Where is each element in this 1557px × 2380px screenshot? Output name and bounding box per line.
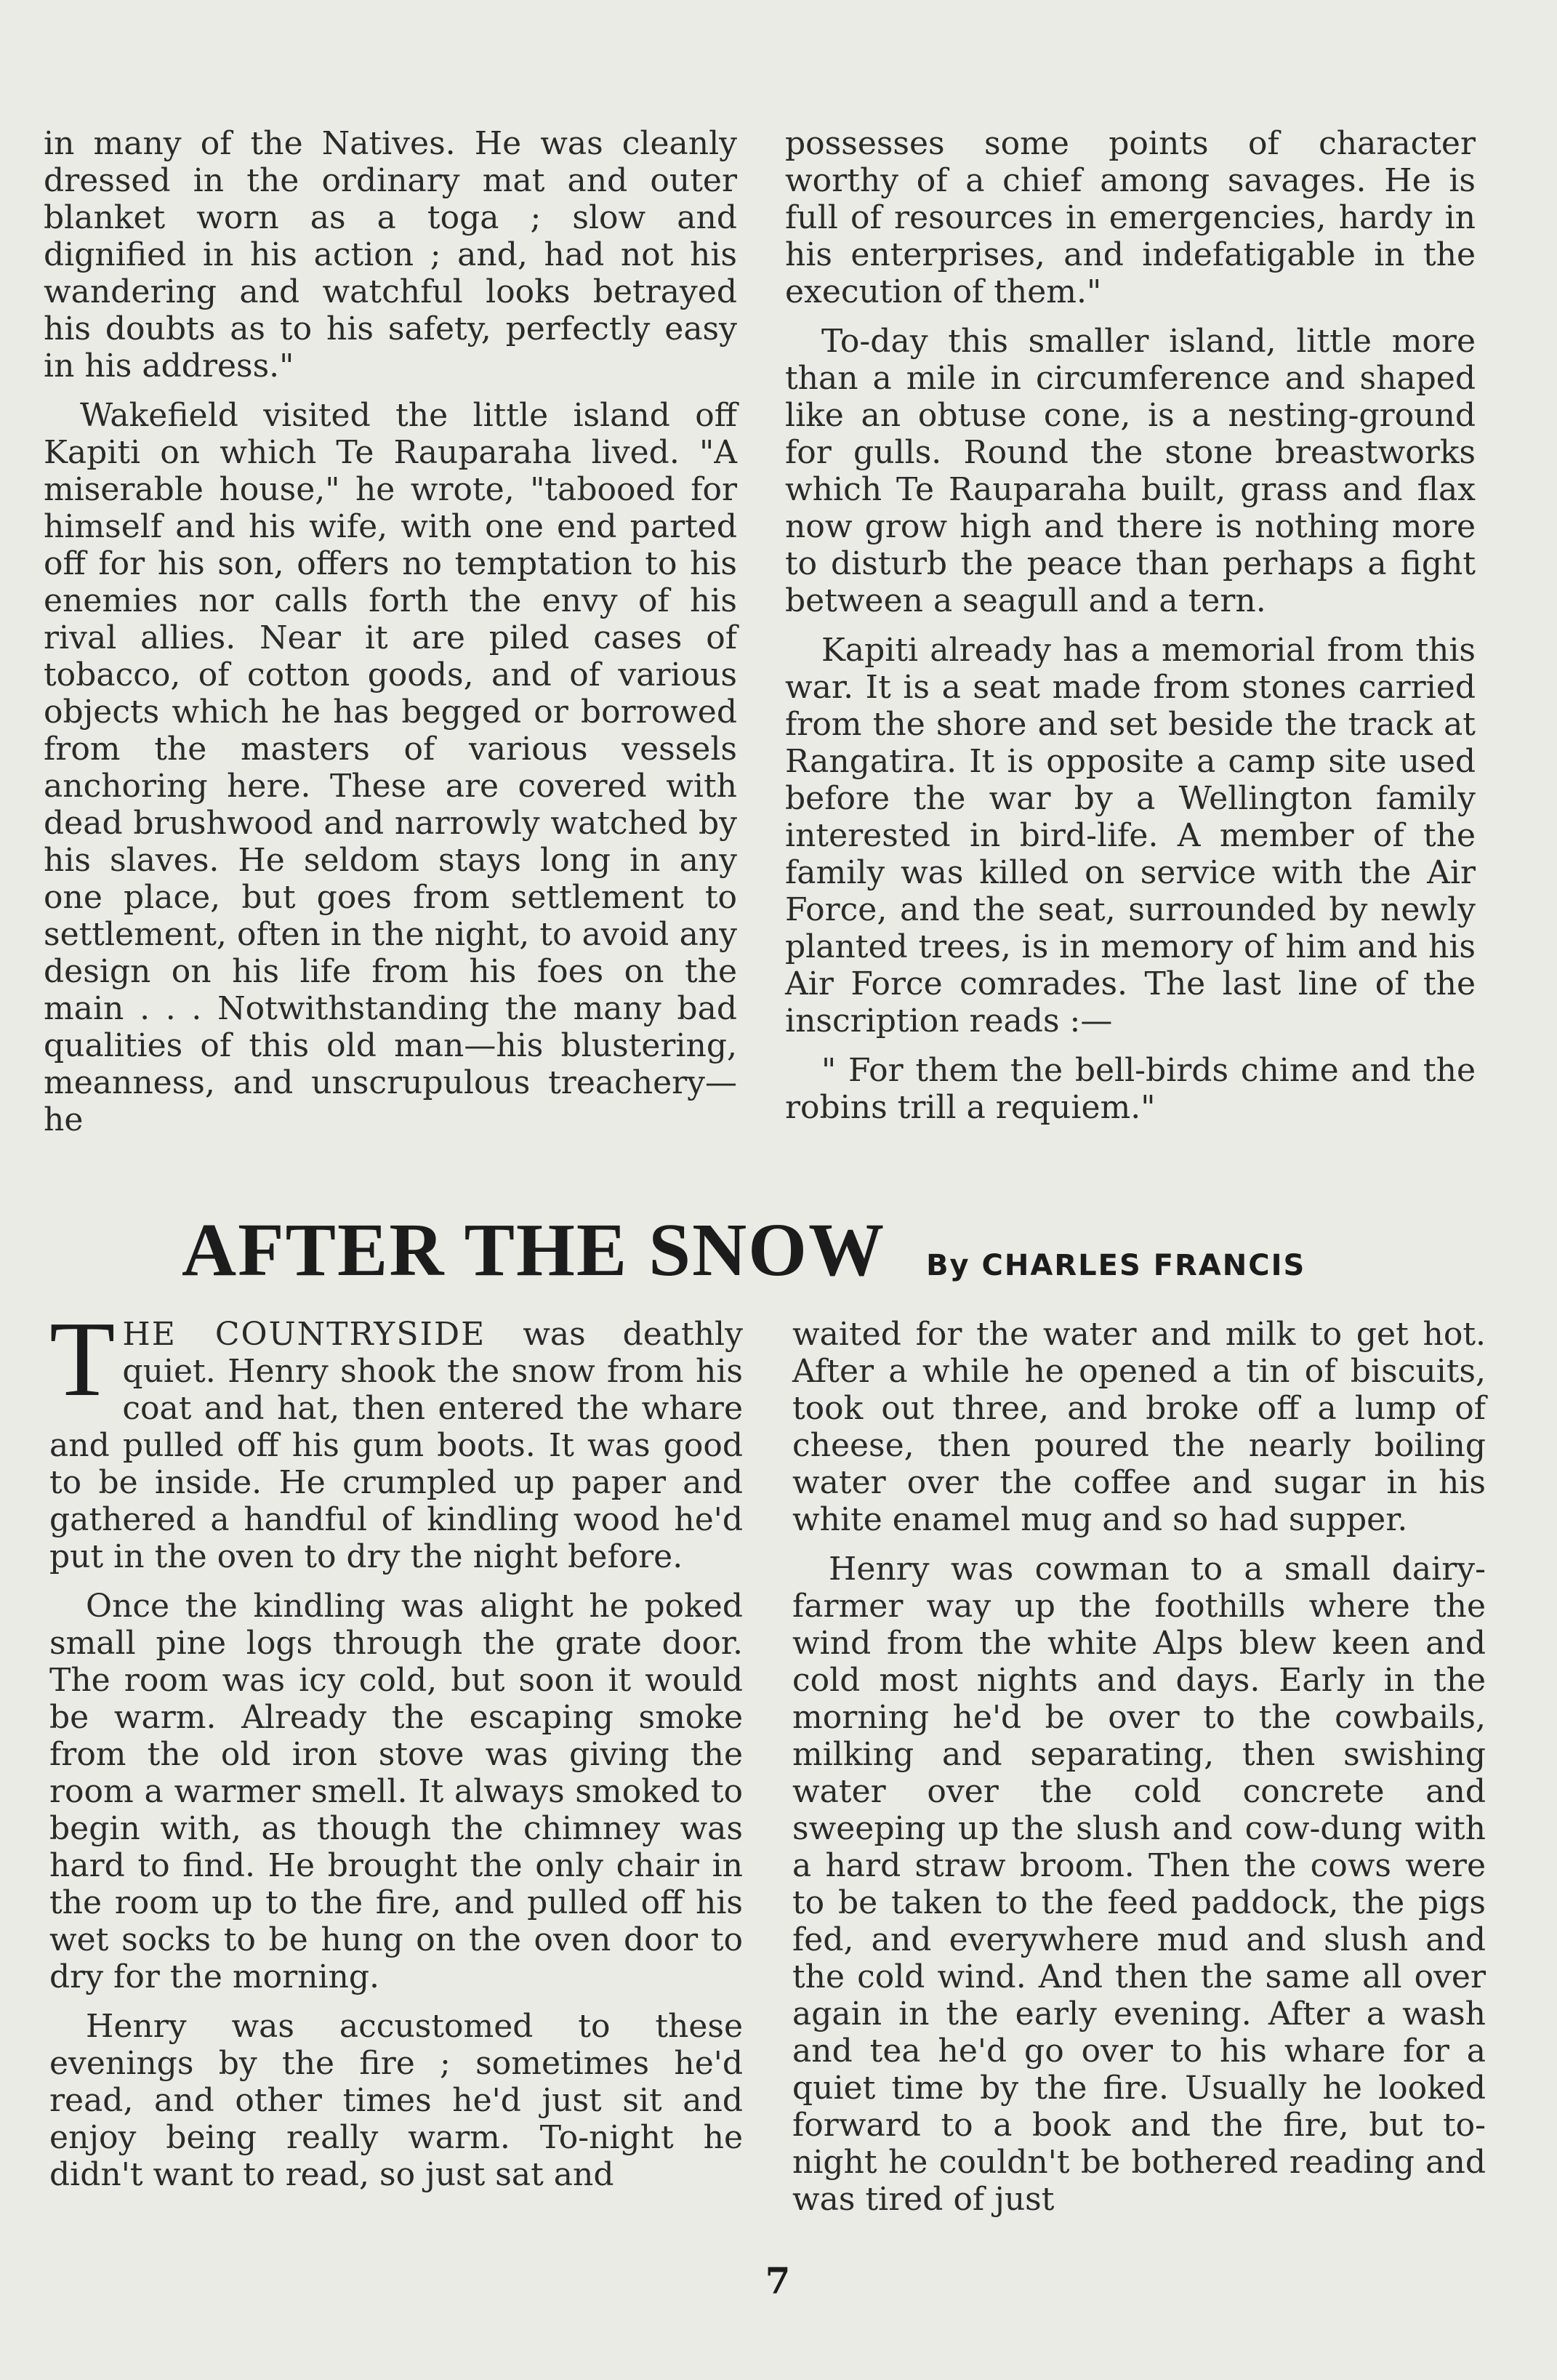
paragraph: Kapiti already has a memorial from this war. It is a seat made from stones carried from the shore and set beside the track at Rangatira. It is opposite a camp site used before the war by a Wellington family interested in bird-life. A member of the family was killed on service with the Air Force, and the seat, surrounded by newly planted trees, is in memory of him and his Air Force comrades. The last line of the inscription reads :— [785, 632, 1476, 1040]
story-title: AFTER THE SNOW [182, 1208, 886, 1292]
paragraph: Henry was accustomed to these evenings by the fire ; sometimes he'd read, and other times he'd just sit and enjoy being really warm. To-night he didn't want to read, so just sat and [49, 2008, 743, 2193]
paragraph: To-day this smaller island, little more than a mile in circumference and shaped like an obtuse cone, is a nesting-ground for gulls. Round the stone breastworks which Te Rauparaha built, grass and flax now grow high and there is nothing more to disturb the peace than perhaps a fight between a seagull and a tern. [785, 323, 1476, 619]
story-byline: By CHARLES FRANCIS [926, 1249, 1306, 1282]
top-article-left-column [44, 125, 737, 1151]
top-article-right-column [785, 125, 1476, 1138]
story-left-column [49, 1300, 743, 2206]
story-headline [182, 1207, 1417, 1301]
paragraph: possesses some points of character worthy of a chief among savages. He is full of resources in emergencies, hardy in his enterprises, and indefatigable in the execution of them." [785, 125, 1476, 310]
inscription-quote: " For them the bell-birds chime and the robins trill a requiem." [785, 1052, 1476, 1126]
story-right-column [792, 1316, 1486, 2230]
opening-smallcaps: HE COUNTRYSIDE [122, 1316, 486, 1353]
paragraph: waited for the water and milk to get hot. After a while he opened a tin of biscuits, took out three, and broke off a lump of cheese, then poured the nearly boiling water over the coffee and sugar in his white enamel mug and so had supper. [792, 1316, 1486, 1538]
paragraph: in many of the Natives. He was cleanly dressed in the ordinary mat and outer blanket worn as a toga ; slow and dignified in his action ; and, had not his wandering and watchful looks betrayed his doubts as to his safety, perfectly easy in his address." [44, 125, 737, 385]
opening-paragraph [49, 1300, 743, 1575]
opening-text: was deathly quiet. Henry shook the snow from his coat and hat, then entered the whare and pulled off his gum boots. It was good to be inside. He crumpled up paper and gathered a handful of kindling wood he'd put in the oven to dry the night before. [49, 1316, 743, 1575]
paragraph: Wakefield visited the little island off Kapiti on which Te Rauparaha lived. "A miserable house," he wrote, "tabooed for himself and his wife, with one end parted off for his son, offers no temptation to his enemies nor calls forth the envy of his rival allies. Near it are piled cases of tobacco, of cotton goods, and of various objects which he has begged or borrowed from the masters of various vessels anchoring here. These are covered with dead brushwood and narrowly watched by his slaves. He seldom stays long in any one place, but goes from settlement to settlement, often in the night, to avoid any design on his life from his foes on the main . . . Notwithstanding the many bad qualities of this old man—his blustering, meanness, and unscrupulous treachery—he [44, 397, 737, 1138]
page-number: 7 [765, 2259, 791, 2302]
paragraph: Once the kindling was alight he poked small pine logs through the grate door. The room was icy cold, but soon it would be warm. Already the escaping smoke from the old iron stove was giving the room a warmer smell. It always smoked to begin with, as though the chimney was hard to find. He brought the only chair in the room up to the fire, and pulled off his wet socks to be hung on the oven door to dry for the morning. [49, 1588, 743, 1995]
paragraph: Henry was cowman to a small dairy-farmer way up the foothills where the wind from the white Alps blew keen and cold most nights and days. Early in the morning he'd be over to the cowbails, milking and separating, then swishing water over the cold concrete and sweeping up the slush and cow-dung with a hard straw broom. Then the cows were to be taken to the feed paddock, the pigs fed, and everywhere mud and slush and the cold wind. And then the same all over again in the early evening. After a wash and tea he'd go over to his whare for a quiet time by the fire. Usually he looked forward to a book and the fire, but to-night he couldn't be bothered reading and was tired of just [792, 1551, 1486, 2218]
drop-cap: T [49, 1300, 116, 1419]
